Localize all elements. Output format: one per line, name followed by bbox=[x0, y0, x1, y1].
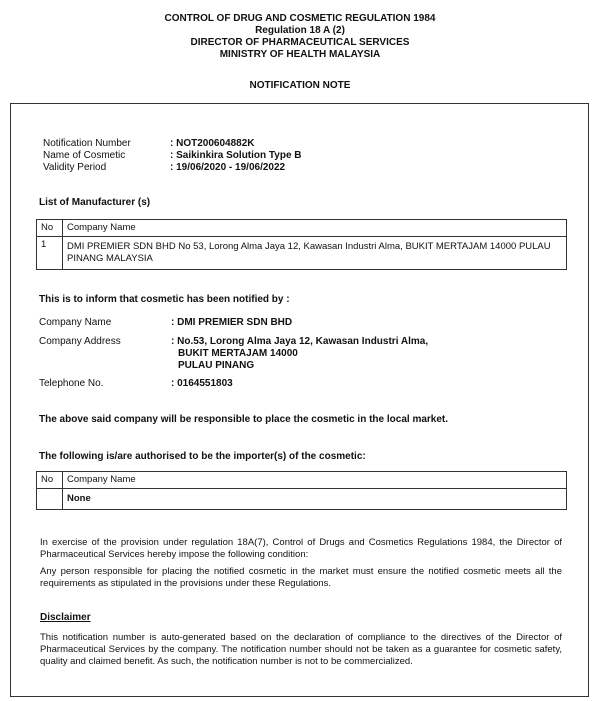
cosmetic-name-label: Name of Cosmetic bbox=[43, 150, 126, 161]
importer-table bbox=[36, 471, 567, 510]
company-address-line-3: PULAU PINANG bbox=[178, 360, 255, 371]
document-title: NOTIFICATION NOTE bbox=[249, 80, 351, 91]
table-row bbox=[37, 237, 567, 270]
importer-name: None bbox=[63, 489, 567, 510]
provision-paragraph-1: In exercise of the provision under regulation 18A(7), Control of Drugs and Cosmetics Regulations 1984, the Director of Pharmaceutical Services hereby impose the following condition: bbox=[40, 537, 562, 560]
disclaimer-heading: Disclaimer bbox=[40, 612, 91, 623]
validity-period-value: : 19/06/2020 - 19/06/2022 bbox=[170, 162, 286, 173]
telephone-label: Telephone No. bbox=[39, 378, 104, 389]
col-header-no: No bbox=[37, 220, 63, 237]
notification-frame bbox=[10, 103, 589, 697]
company-address-line-1: : No.53, Lorong Alma Jaya 12, Kawasan Industri Alma, bbox=[171, 336, 429, 347]
notifier-heading: This is to inform that cosmetic has been notified by : bbox=[39, 294, 290, 305]
disclaimer-text: This notification number is auto-generated based on the declaration of compliance to the directives of the Director of Pharmaceutical Services by the company. The notification number should not be taken as a guarantee for cosmetic safety, quality and claimed benefit. As such, the notification number is not to be commercialized. bbox=[40, 632, 562, 667]
col-header-company: Company Name bbox=[63, 472, 567, 489]
notification-number-value: : NOT200604882K bbox=[170, 138, 255, 149]
table-row bbox=[37, 489, 567, 510]
manufacturer-name: DMI PREMIER SDN BHD No 53, Lorong Alma Jaya 12, Kawasan Industri Alma, BUKIT MERTAJAM 14000 PULAU PINANG MALAYSIA bbox=[63, 237, 567, 270]
manufacturer-table bbox=[36, 219, 567, 270]
col-header-company: Company Name bbox=[63, 220, 567, 237]
col-header-no: No bbox=[37, 472, 63, 489]
table-header-row bbox=[37, 472, 567, 489]
company-name-label: Company Name bbox=[39, 317, 112, 328]
responsible-statement: The above said company will be responsible to place the cosmetic in the local market. bbox=[39, 414, 449, 425]
company-address-line-2: BUKIT MERTAJAM 14000 bbox=[178, 348, 298, 359]
validity-period-label: Validity Period bbox=[43, 162, 107, 173]
header-line-1: CONTROL OF DRUG AND COSMETIC REGULATION 1984 bbox=[164, 13, 436, 24]
company-address-label: Company Address bbox=[39, 336, 121, 347]
manufacturer-no: 1 bbox=[37, 237, 63, 270]
table-header-row bbox=[37, 220, 567, 237]
header-line-2: Regulation 18 A (2) bbox=[255, 25, 345, 36]
cosmetic-name-value: : Saikinkira Solution Type B bbox=[170, 150, 302, 161]
company-name-value: : DMI PREMIER SDN BHD bbox=[171, 317, 293, 328]
provision-paragraph-2: Any person responsible for placing the notified cosmetic in the market must ensure the notified cosmetic meets all the requirements as stipulated in the provisions under these Regulations. bbox=[40, 566, 562, 589]
header-line-3: DIRECTOR OF PHARMACEUTICAL SERVICES bbox=[190, 37, 410, 48]
importers-heading: The following is/are authorised to be the importer(s) of the cosmetic: bbox=[39, 451, 366, 462]
header-line-4: MINISTRY OF HEALTH MALAYSIA bbox=[219, 49, 381, 60]
telephone-value: : 0164551803 bbox=[171, 378, 233, 389]
importer-no bbox=[37, 489, 63, 510]
manufacturer-list-heading: List of Manufacturer (s) bbox=[39, 197, 151, 208]
notification-number-label: Notification Number bbox=[43, 138, 131, 149]
